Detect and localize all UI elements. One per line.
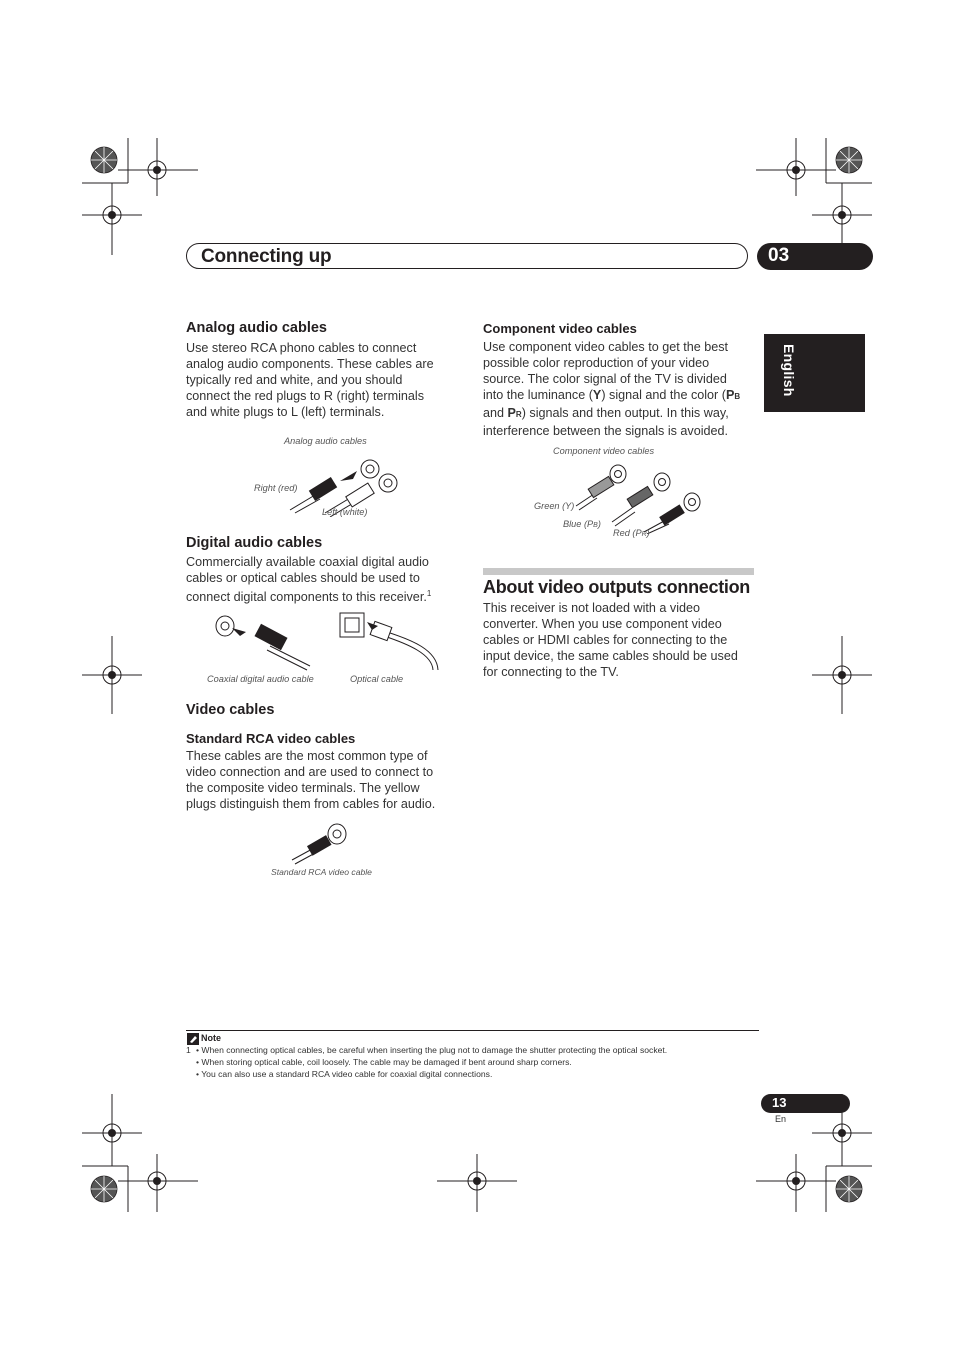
page-language: En bbox=[775, 1114, 787, 1124]
rca-video-subheading: Standard RCA video cables bbox=[186, 731, 356, 746]
text-line: video connection and are used to connect to bbox=[186, 765, 434, 779]
text-line: analog audio components. These cables are bbox=[186, 357, 434, 371]
chapter-number: 03 bbox=[768, 245, 790, 266]
text-line: Commercially available coaxial digital audio bbox=[186, 555, 429, 569]
text-fragment: B bbox=[593, 522, 598, 529]
text-line: source. The color signal of the TV is divided bbox=[483, 372, 727, 386]
rca-video-body bbox=[186, 748, 435, 812]
text-line: Use stereo RCA phono cables to connect bbox=[186, 341, 417, 355]
video-heading: Video cables bbox=[186, 702, 275, 718]
text-line: cables or HDMI cables for connecting to the bbox=[483, 633, 728, 647]
text-fragment: ) bbox=[597, 519, 601, 529]
about-video-heading: About video outputs connection bbox=[483, 577, 750, 597]
text-line: possible color reproduction of your video bbox=[483, 356, 710, 370]
text-fragment: ) bbox=[646, 528, 650, 538]
about-video-body bbox=[483, 600, 738, 680]
text-fragment: ) signals and then output. In this way, bbox=[521, 406, 729, 420]
component-body bbox=[483, 339, 740, 439]
component-subheading: Component video cables bbox=[483, 321, 637, 336]
digital-heading: Digital audio cables bbox=[186, 535, 323, 551]
text-line: and white plugs to L (left) terminals. bbox=[186, 405, 385, 419]
text-line bbox=[186, 586, 431, 605]
text-fragment: Blue (P bbox=[563, 519, 594, 529]
rca-video-caption: Standard RCA video cable bbox=[271, 867, 372, 877]
chapter-number-badge bbox=[757, 243, 873, 270]
text-line: typically red and white, and you should bbox=[186, 373, 403, 387]
text-fragment: connect digital components to this receiver. bbox=[186, 590, 427, 605]
note-item: • You can also use a standard RCA video cable for coaxial digital connections. bbox=[196, 1069, 493, 1079]
text-line: for connecting to the TV. bbox=[483, 665, 619, 679]
text-line: plugs distinguish them from cables for audio. bbox=[186, 797, 436, 811]
text-line: These cables are the most common type of bbox=[186, 749, 428, 763]
language-tab-label: English bbox=[781, 344, 797, 397]
note-item: • When storing optical cable, coil loosely. The cable may be damaged if bent around sharp corners. bbox=[196, 1057, 572, 1067]
pr-subscript: R bbox=[515, 410, 522, 419]
component-label-red bbox=[613, 528, 650, 538]
text-line bbox=[483, 405, 740, 423]
luminance-symbol: Y bbox=[592, 388, 602, 402]
chapter-title: Connecting up bbox=[201, 246, 332, 267]
language-tab bbox=[764, 334, 865, 412]
note-divider bbox=[186, 1030, 759, 1031]
text-line: input device, the same cables should be used bbox=[483, 649, 738, 663]
analog-body bbox=[186, 340, 434, 420]
pb-subscript: B bbox=[734, 392, 741, 401]
page-number-badge bbox=[761, 1094, 850, 1113]
footnote-ref: 1 bbox=[426, 589, 432, 598]
text-fragment: R bbox=[641, 531, 647, 538]
analog-label-left: Left (white) bbox=[322, 507, 368, 517]
note-item: • When connecting optical cables, be careful when inserting the plug not to damage the shutter protecting the optical socket. bbox=[196, 1045, 668, 1055]
text-line: the composite video terminals. The yellow bbox=[186, 781, 420, 795]
chapter-header bbox=[186, 243, 748, 269]
note-icon bbox=[187, 1033, 199, 1045]
pr-symbol: P bbox=[507, 406, 516, 420]
pb-symbol: P bbox=[725, 388, 735, 402]
text-line bbox=[483, 387, 740, 405]
text-fragment: into the luminance ( bbox=[483, 388, 593, 402]
note-label: Note bbox=[201, 1033, 221, 1043]
digital-cable-illustration bbox=[212, 610, 442, 674]
page-number: 13 bbox=[772, 1095, 787, 1110]
text-fragment: Red (P bbox=[613, 528, 642, 538]
text-line: connect the red plugs to R (right) terminals bbox=[186, 389, 424, 403]
text-line: converter. When you use component video bbox=[483, 617, 722, 631]
rca-video-illustration bbox=[290, 818, 360, 866]
coaxial-label: Coaxial digital audio cable bbox=[207, 674, 314, 684]
text-line: interference between the signals is avoided. bbox=[483, 424, 729, 438]
text-fragment: ) signal and the color ( bbox=[601, 388, 726, 402]
text-line: Use component video cables to get the best bbox=[483, 340, 729, 354]
optical-label: Optical cable bbox=[350, 674, 404, 684]
text-fragment: and bbox=[483, 406, 508, 420]
section-divider-bar bbox=[483, 568, 754, 575]
component-label-green: Green (Y) bbox=[534, 501, 575, 511]
analog-heading: Analog audio cables bbox=[186, 320, 327, 336]
note-number: 1 bbox=[186, 1045, 191, 1055]
text-line: cables or optical cables should be used to bbox=[186, 571, 420, 585]
text-line: This receiver is not loaded with a video bbox=[483, 601, 701, 615]
analog-figure-caption: Analog audio cables bbox=[284, 436, 367, 446]
analog-label-right: Right (red) bbox=[254, 483, 298, 493]
digital-body bbox=[186, 554, 431, 605]
component-label-blue bbox=[563, 519, 601, 529]
component-figure-caption: Component video cables bbox=[553, 446, 655, 456]
